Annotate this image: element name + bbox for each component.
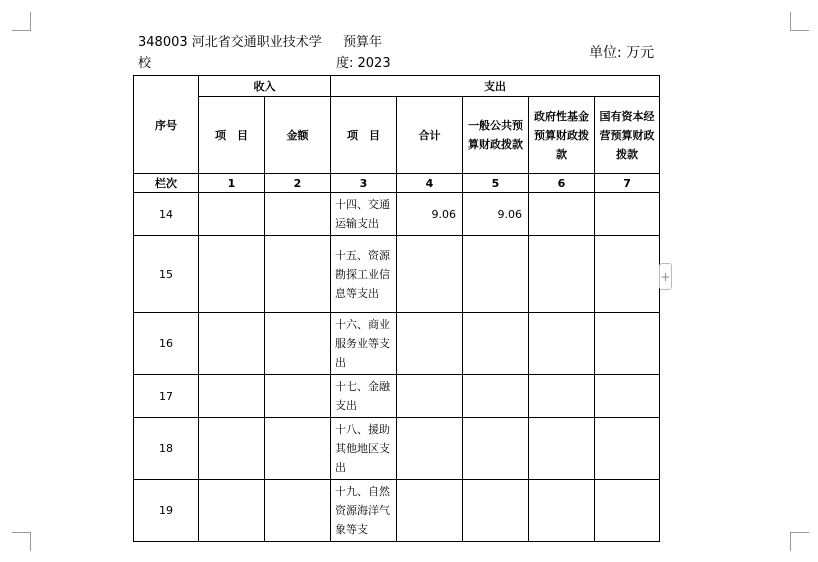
expense-item-cell: 十四、交通运输支出 xyxy=(331,193,397,236)
table-row xyxy=(134,480,660,542)
expense-item-cell: 十五、资源勘探工业信息等支出 xyxy=(331,236,397,313)
add-column-button[interactable]: + xyxy=(659,263,672,290)
total-cell xyxy=(397,480,463,542)
row-number: 17 xyxy=(134,375,199,418)
gov-fund-header: 政府性基金预算财政拨款 xyxy=(529,97,595,174)
income-item-header: 项 目 xyxy=(199,97,265,174)
general-budget-header: 一般公共预算财政拨款 xyxy=(463,97,529,174)
expense-item-cell: 十九、自然资源海洋气象等支 xyxy=(331,480,397,542)
header-row-groups xyxy=(134,76,660,97)
income-amount-cell xyxy=(265,375,331,418)
row-number: 19 xyxy=(134,480,199,542)
row-number: 16 xyxy=(134,313,199,375)
total-cell: 9.06 xyxy=(397,193,463,236)
total-cell xyxy=(397,418,463,480)
income-amount-cell xyxy=(265,480,331,542)
state-capital-cell xyxy=(595,375,660,418)
income-item-cell xyxy=(199,193,265,236)
page-corner-mark-top-right xyxy=(790,12,809,31)
income-item-cell xyxy=(199,236,265,313)
gov-fund-cell xyxy=(529,418,595,480)
gov-fund-cell xyxy=(529,236,595,313)
table-row xyxy=(134,418,660,480)
budget-year-line2: 度: 2023 xyxy=(336,56,391,71)
income-header: 收入 xyxy=(199,76,331,97)
column-number: 6 xyxy=(529,174,595,193)
page-corner-mark-top-left xyxy=(12,12,31,31)
income-amount-cell xyxy=(265,193,331,236)
column-index-row xyxy=(134,174,660,193)
general-budget-cell: 9.06 xyxy=(463,193,529,236)
income-amount-cell xyxy=(265,313,331,375)
expense-item-cell: 十六、商业服务业等支出 xyxy=(331,313,397,375)
income-item-cell xyxy=(199,313,265,375)
budget-table xyxy=(133,75,660,542)
row-number: 15 xyxy=(134,236,199,313)
org-title-line1: 348003 河北省交通职业技术学 xyxy=(138,35,322,50)
income-amount-cell xyxy=(265,236,331,313)
state-capital-cell xyxy=(595,193,660,236)
column-number: 3 xyxy=(331,174,397,193)
expense-item-header: 项 目 xyxy=(331,97,397,174)
income-item-cell xyxy=(199,375,265,418)
general-budget-cell xyxy=(463,236,529,313)
header-row-columns xyxy=(134,97,660,174)
income-amount-cell xyxy=(265,418,331,480)
gov-fund-cell xyxy=(529,375,595,418)
general-budget-cell xyxy=(463,375,529,418)
expense-header: 支出 xyxy=(331,76,660,97)
table-row xyxy=(134,236,660,313)
income-item-cell xyxy=(199,480,265,542)
column-number: 1 xyxy=(199,174,265,193)
page-corner-mark-bottom-right xyxy=(790,532,809,551)
budget-year-line1: 预算年 xyxy=(343,35,383,50)
total-cell xyxy=(397,375,463,418)
expense-item-cell: 十八、援助其他地区支出 xyxy=(331,418,397,480)
row-number: 18 xyxy=(134,418,199,480)
gov-fund-cell xyxy=(529,193,595,236)
column-number: 4 xyxy=(397,174,463,193)
column-number: 7 xyxy=(595,174,660,193)
column-number: 2 xyxy=(265,174,331,193)
state-capital-header: 国有资本经营预算财政拨款 xyxy=(595,97,660,174)
expense-item-cell: 十七、金融支出 xyxy=(331,375,397,418)
gov-fund-cell xyxy=(529,480,595,542)
gov-fund-cell xyxy=(529,313,595,375)
general-budget-cell xyxy=(463,418,529,480)
table-row xyxy=(134,375,660,418)
column-index-label: 栏次 xyxy=(134,174,199,193)
table-row xyxy=(134,193,660,236)
unit-label: 单位: 万元 xyxy=(589,45,655,61)
general-budget-cell xyxy=(463,480,529,542)
column-number: 5 xyxy=(463,174,529,193)
table-row xyxy=(134,313,660,375)
row-number: 14 xyxy=(134,193,199,236)
general-budget-cell xyxy=(463,313,529,375)
org-title-line2: 校 xyxy=(138,56,152,71)
state-capital-cell xyxy=(595,418,660,480)
state-capital-cell xyxy=(595,313,660,375)
page-corner-mark-bottom-left xyxy=(12,532,31,551)
total-cell xyxy=(397,313,463,375)
total-header: 合计 xyxy=(397,97,463,174)
total-cell xyxy=(397,236,463,313)
state-capital-cell xyxy=(595,480,660,542)
seq-header: 序号 xyxy=(134,76,199,174)
state-capital-cell xyxy=(595,236,660,313)
income-amount-header: 金额 xyxy=(265,97,331,174)
income-item-cell xyxy=(199,418,265,480)
